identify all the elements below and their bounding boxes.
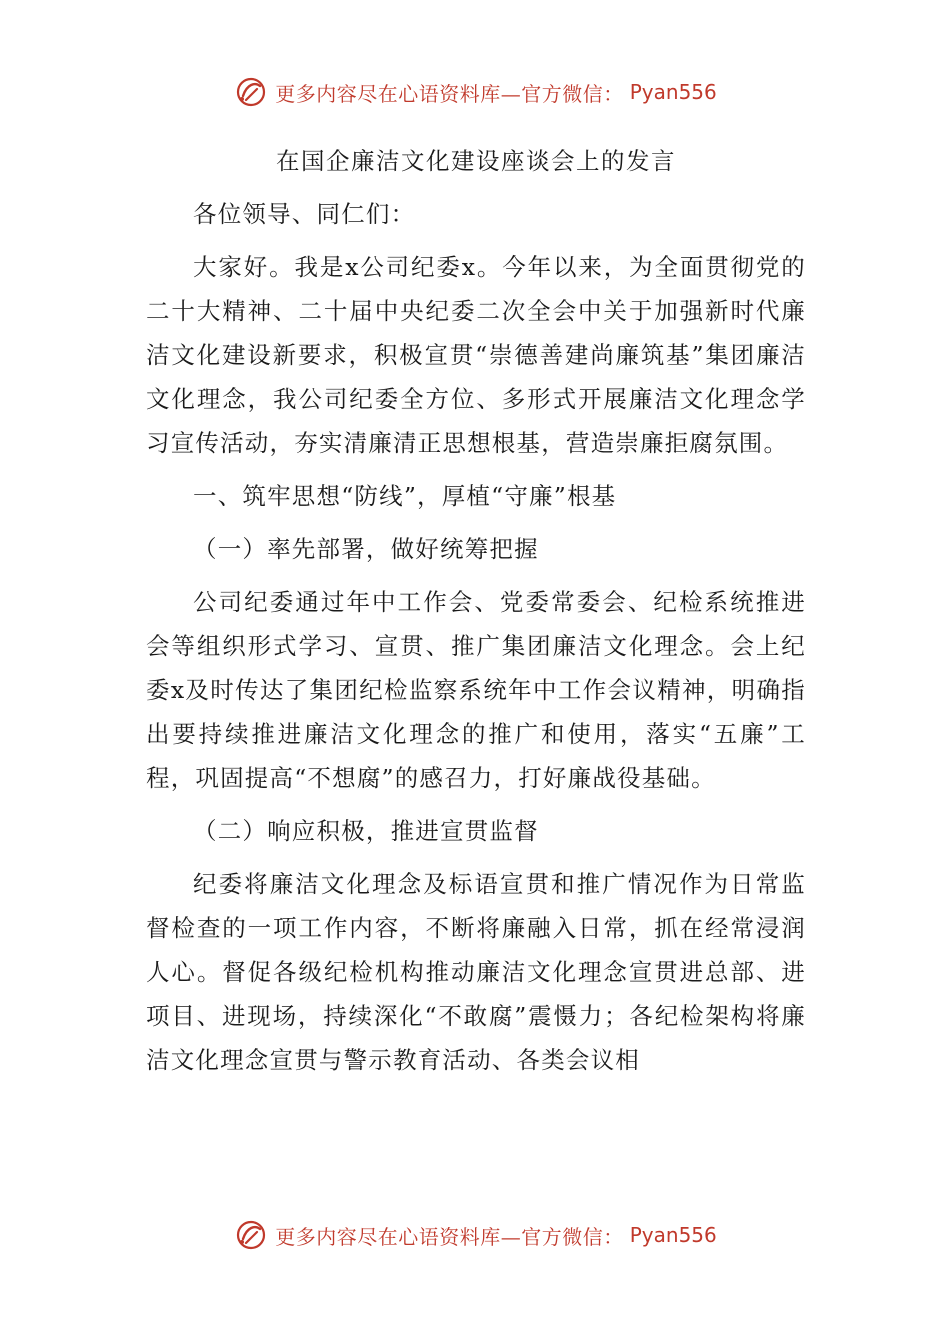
- subsection-heading-1: （一）率先部署，做好统筹把握: [193, 535, 539, 563]
- header-banner: [0, 67, 950, 117]
- salutation: 各位领导、同仁们：: [193, 200, 416, 228]
- banner-text: 更多内容尽在心语资料库—官方微信：: [275, 1224, 624, 1249]
- banner-wechat-id: Pyan556: [629, 80, 717, 104]
- footer-banner: [0, 1210, 950, 1260]
- subsection-body-1: 公司纪委通过年中工作会、党委常委会、纪检系统推进会等组织形式学习、宣贯、推广集团廉洁文化理念。会上纪委x及时传达了集团纪检监察系统年中工作会议精神，明确指出要持续推进廉洁文化理念的推广和使用，落实“五廉”工程，巩固提高“不想腐”的感召力，打好廉战役基础。: [146, 588, 806, 792]
- subsection-body-2: 纪委将廉洁文化理念及标语宣贯和推广情况作为日常监督检查的一项工作内容，不断将廉融入日常，抓在经常浸润人心。督促各级纪检机构推动廉洁文化理念宣贯进总部、进项目、进现场，持续深化“不敢腐”震慑力；各纪检架构将廉洁文化理念宣贯与警示教育活动、各类会议相: [146, 870, 806, 1074]
- brand-logo-icon: [233, 1217, 269, 1253]
- document-title: 在国企廉洁文化建设座谈会上的发言: [276, 147, 676, 175]
- section-heading-1: 一、筑牢思想“防线”，厚植“守廉”根基: [193, 482, 617, 510]
- subsection-heading-2: （二）响应积极，推进宣贯监督: [193, 817, 539, 845]
- document-body: [146, 138, 806, 1091]
- brand-logo-icon: [233, 74, 269, 110]
- banner-wechat-id: Pyan556: [629, 1223, 717, 1247]
- intro-paragraph: 大家好。我是x公司纪委x。今年以来，为全面贯彻党的二十大精神、二十届中央纪委二次全会中关于加强新时代廉洁文化建设新要求，积极宣贯“崇德善建尚廉筑基”集团廉洁文化理念，我公司纪委全方位、多形式开展廉洁文化理念学习宣传活动，夯实清廉清正思想根基，营造崇廉拒腐氛围。: [146, 253, 806, 457]
- banner-text: 更多内容尽在心语资料库—官方微信：: [275, 81, 624, 106]
